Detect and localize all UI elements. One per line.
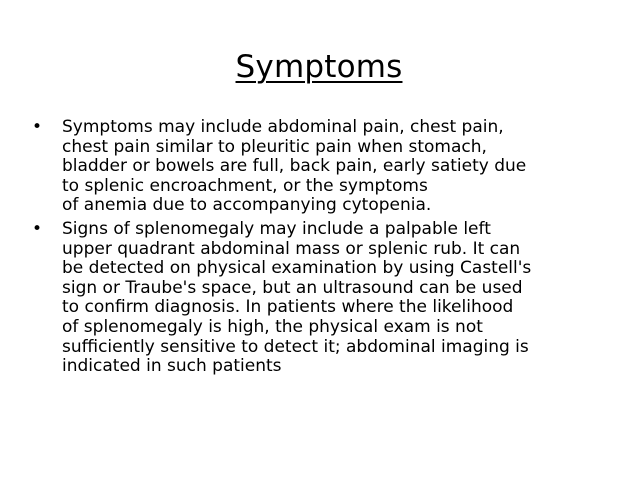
bullet-list (30, 118, 608, 381)
text-line: be detected on physical examination by using Castell's (62, 258, 532, 279)
text-line: to splenic encroachment, or the symptoms (62, 175, 428, 196)
text-line: upper quadrant abdominal mass or splenic rub. It can (62, 238, 521, 259)
bullet-item (30, 220, 608, 377)
text-line: Symptoms may include abdominal pain, chest pain, (62, 117, 504, 137)
bullet-text (62, 220, 608, 377)
bullet-dot-icon: • (32, 218, 43, 239)
bullet-text (62, 118, 608, 216)
text-line: sign or Traube's space, but an ultrasound can be used (62, 277, 523, 298)
text-line: indicated in such patients (62, 356, 282, 377)
text-line: sufficiently sensitive to detect it; abdominal imaging is (62, 336, 529, 357)
text-line: of anemia due to accompanying cytopenia. (62, 195, 432, 216)
slide-title: Symptoms (235, 49, 403, 85)
text-line: chest pain similar to pleuritic pain when stomach, (62, 136, 487, 157)
text-line: of splenomegaly is high, the physical exam is not (62, 316, 483, 337)
text-line: bladder or bowels are full, back pain, early satiety due (62, 156, 527, 177)
text-line: to confirm diagnosis. In patients where the likelihood (62, 297, 514, 318)
text-line: Signs of splenomegaly may include a palpable left (62, 218, 491, 239)
bullet-item (30, 118, 608, 216)
bullet-dot-icon: • (32, 117, 43, 137)
